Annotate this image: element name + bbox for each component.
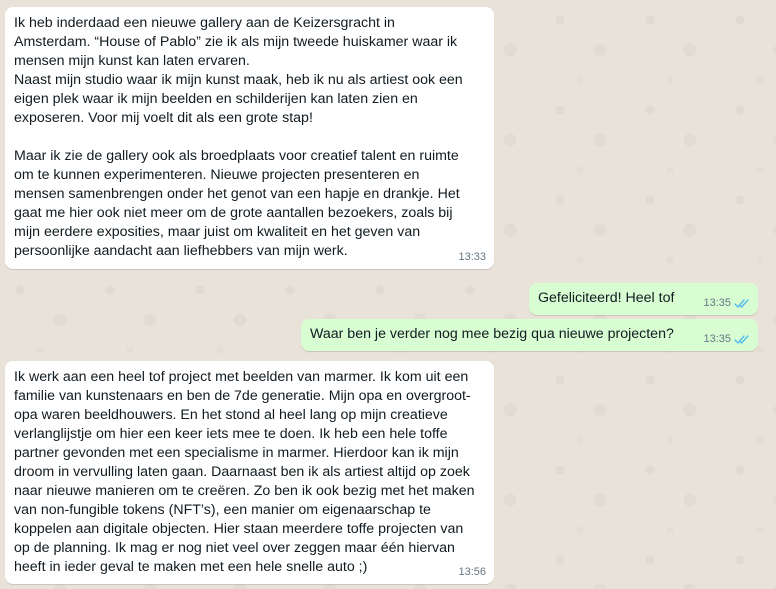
read-double-check-icon (734, 334, 750, 345)
message-meta (458, 565, 486, 580)
message-meta (703, 296, 750, 311)
message-timestamp: 13:35 (703, 333, 731, 345)
message-text: Waar ben je verder nog mee bezig qua nieuwe projecten? (310, 326, 674, 342)
message-timestamp: 13:56 (458, 566, 486, 578)
message-timestamp: 13:33 (458, 251, 486, 263)
message-text: Gefeliciteerd! Heel tof (538, 290, 675, 306)
message-text: Ik werk aan een heel tof project met beelden van marmer. Ik kom uit een familie van kunstenaars en ben de 7de generatie. Mijn opa en overgroot- opa waren beeldhouwers. En het stond al heel lang op mijn creatieve verlanglijstje om hier een keer iets mee te doen. Ik heb een hele toffe partner gevonden met een specialisme in marmer. Hierdoor kan ik mijn droom in vervulling laten gaan. Daarnaast ben ik als artiest altijd op zoek naar nieuwe manieren om te creëren. Zo ben ik ook bezig met het maken van non-fungible tokens (NFT’s), een manier om eigenaarschap te koppelen aan digitale objecten. Hier staan meerdere toffe projecten van op de planning. Ik mag er nog niet veel over zeggen maar één hiervan heeft in ieder geval te maken met een hele snelle auto ;) (14, 369, 475, 575)
message-text: Ik heb inderdaad een nieuwe gallery aan de Keizersgracht in Amsterdam. “House of Pablo” zie ik als mijn tweede huiskamer waar ik mensen mijn kunst kan laten ervaren. Naast mijn studio waar ik mijn kunst maak, heb ik nu als artiest ook een eigen plek waar ik mijn beelden en schilderijen kan laten zien en exposeren. Voor mij voelt dit als een grote stap! Maar ik zie de gallery ook als broedplaats voor creatief talent en ruimte om te kunnen experimenteren. Nieuwe projecten presenteren en mensen samenbrengen onder het genot van een hapje en drankje. Het gaat me hier ook niet meer om de grote aantallen bezoekers, zoals bij mijn eerdere exposities, maar juist om kwaliteit en het geven van persoonlijke aandacht aan liefhebbers van mijn werk. (14, 15, 463, 259)
message-meta (703, 332, 750, 347)
outgoing-message-bubble[interactable] (301, 319, 758, 351)
read-double-check-icon (734, 298, 750, 309)
message-meta (458, 250, 486, 265)
outgoing-message-bubble[interactable] (529, 283, 758, 315)
message-timestamp: 13:35 (703, 297, 731, 309)
incoming-message-bubble[interactable] (5, 361, 494, 584)
incoming-message-bubble[interactable] (5, 7, 494, 269)
